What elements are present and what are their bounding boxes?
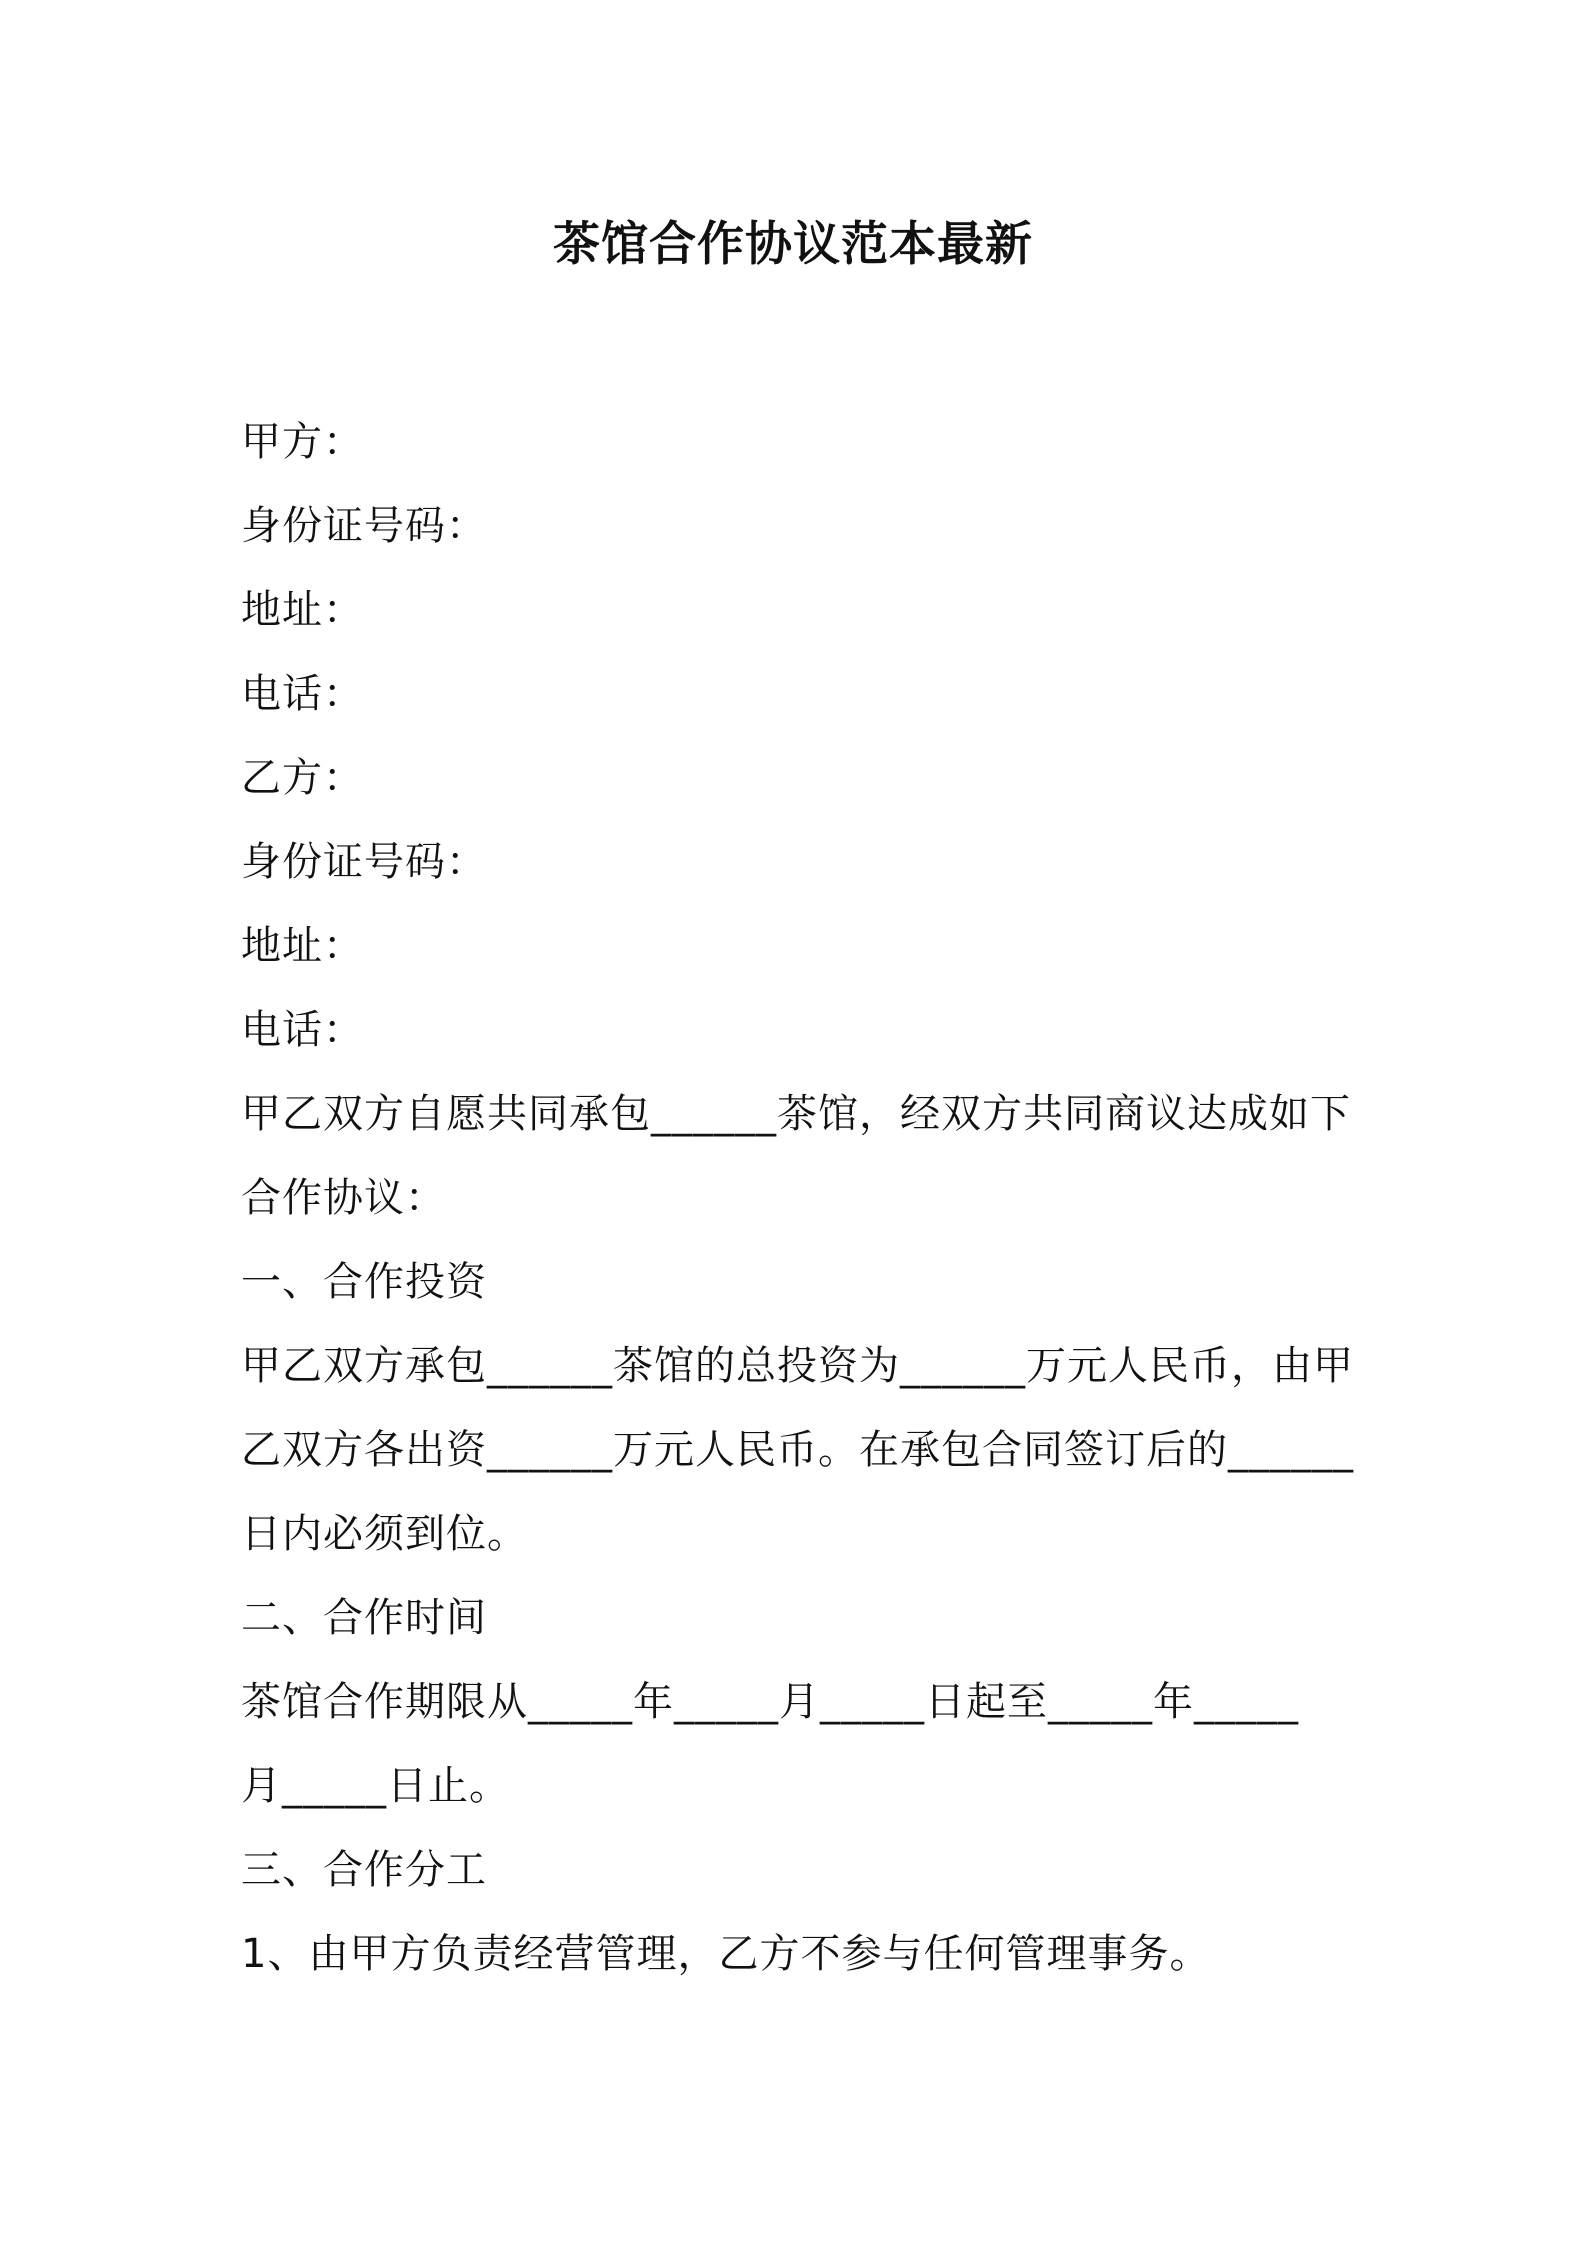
party-a-address-label: 地址： xyxy=(241,587,364,633)
party-a-label: 甲方： xyxy=(241,419,364,465)
party-b-id-number-label: 身份证号码： xyxy=(241,839,487,885)
term-paragraph-line-2: 月_____日止。 xyxy=(241,1763,510,1809)
investment-paragraph-line-1: 甲乙双方承包______茶馆的总投资为______万元人民币，由甲 xyxy=(241,1343,1354,1389)
investment-paragraph-line-3: 日内必须到位。 xyxy=(241,1511,528,1557)
party-b-phone-label: 电话： xyxy=(241,1007,364,1053)
section-heading-term: 二、合作时间 xyxy=(241,1595,487,1641)
party-a-id-number-label: 身份证号码： xyxy=(241,503,487,549)
party-b-label: 乙方： xyxy=(241,755,364,801)
document-body xyxy=(241,400,1361,1996)
investment-paragraph-line-2: 乙双方各出资______万元人民币。在承包合同签订后的______ xyxy=(241,1427,1354,1473)
intro-paragraph-line-2: 合作协议： xyxy=(241,1175,446,1221)
party-b-address-label: 地址： xyxy=(241,923,364,969)
division-clause-1: 1、由甲方负责经营管理，乙方不参与任何管理事务。 xyxy=(241,1931,1211,1977)
intro-paragraph-line-1: 甲乙双方自愿共同承包______茶馆，经双方共同商议达成如下 xyxy=(241,1091,1351,1137)
party-a-phone-label: 电话： xyxy=(241,671,364,717)
section-heading-division-of-labor: 三、合作分工 xyxy=(241,1847,487,1893)
term-paragraph-line-1: 茶馆合作期限从_____年_____月_____日起至_____年_____ xyxy=(241,1679,1299,1725)
document-title: 茶馆合作协议范本最新 xyxy=(553,217,1033,272)
section-heading-investment: 一、合作投资 xyxy=(241,1259,487,1305)
